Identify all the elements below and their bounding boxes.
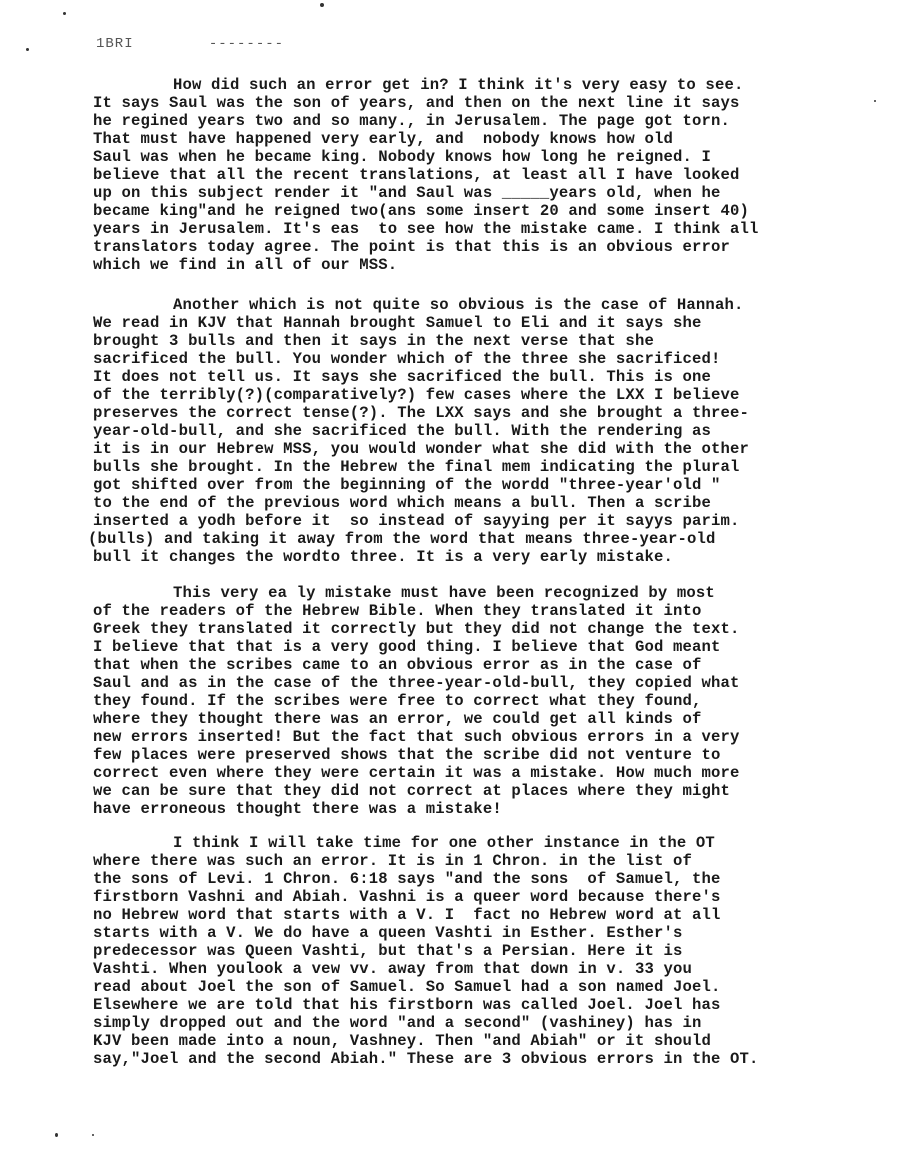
text-line: simply dropped out and the word "and a second" (vashiney) has in — [93, 1014, 702, 1032]
text-line: they found. If the scribes were free to correct what they found, — [93, 692, 702, 710]
text-line: year-old-bull, and she sacrificed the bull. With the rendering as — [93, 422, 712, 440]
text-line: read about Joel the son of Samuel. So Samuel had a son named Joel. — [93, 978, 721, 996]
text-line: Vashti. When youlook a vew vv. away from that down in v. 33 you — [93, 960, 692, 978]
header-fragment-left: 1BRI — [96, 36, 134, 52]
text-line: starts with a V. We do have a queen Vashti in Esther. Esther's — [93, 924, 683, 942]
text-line: the sons of Levi. 1 Chron. 6:18 says "and the sons of Samuel, the — [93, 870, 721, 888]
speck-mark — [320, 3, 324, 7]
text-line: no Hebrew word that starts with a V. I fact no Hebrew word at all — [93, 906, 721, 924]
text-line: brought 3 bulls and then it says in the next verse that she — [93, 332, 654, 350]
text-line: which we find in all of our MSS. — [93, 256, 398, 274]
text-line: translators today agree. The point is that this is an obvious error — [93, 238, 731, 256]
text-line: up on this subject render it "and Saul was _____years old, when he — [93, 184, 721, 202]
text-line: firstborn Vashni and Abiah. Vashni is a queer word because there's — [93, 888, 721, 906]
text-line: new errors inserted! But the fact that such obvious errors in a very — [93, 728, 740, 746]
text-line: predecessor was Queen Vashti, but that's a Persian. Here it is — [93, 942, 683, 960]
speck-mark — [92, 1134, 94, 1136]
text-line: I believe that that is a very good thing. I believe that God meant — [93, 638, 721, 656]
text-line: where they thought there was an error, we could get all kinds of — [93, 710, 702, 728]
text-line: have erroneous thought there was a mistake! — [93, 800, 502, 818]
text-line: Greek they translated it correctly but they did not change the text. — [93, 620, 740, 638]
text-line: It says Saul was the son of years, and then on the next line it says — [93, 94, 740, 112]
text-line: Saul and as in the case of the three-year-old-bull, they copied what — [93, 674, 740, 692]
speck-mark — [63, 12, 66, 15]
text-line: he regined years two and so many., in Jerusalem. The page got torn. — [93, 112, 731, 130]
text-line: Saul was when he became king. Nobody knows how long he reigned. I — [93, 148, 712, 166]
text-line: few places were preserved shows that the scribe did not venture to — [93, 746, 721, 764]
text-line: believe that all the recent translations, at least all I have looked — [93, 166, 740, 184]
header-fragment-right: -------- — [208, 36, 285, 52]
text-line: It does not tell us. It says she sacrificed the bull. This is one — [93, 368, 712, 386]
text-line: Elsewhere we are told that his firstborn was called Joel. Joel has — [93, 996, 721, 1014]
text-line: that when the scribes came to an obvious error as in the case of — [93, 656, 702, 674]
text-line: years in Jerusalem. It's eas to see how the mistake came. I think all — [93, 220, 759, 238]
text-line: preserves the correct tense(?). The LXX says and she brought a three- — [93, 404, 750, 422]
text-line: (bulls) and taking it away from the word that means three-year-old — [88, 530, 716, 548]
text-line: inserted a yodh before it so instead of sayying per it sayys parim. — [93, 512, 740, 530]
text-line: to the end of the previous word which means a bull. Then a scribe — [93, 494, 712, 512]
text-line: bulls she brought. In the Hebrew the final mem indicating the plural — [93, 458, 740, 476]
text-line: That must have happened very early, and nobody knows how old — [93, 130, 673, 148]
text-line: We read in KJV that Hannah brought Samuel to Eli and it says she — [93, 314, 702, 332]
speck-mark — [26, 48, 29, 51]
text-line: How did such an error get in? I think it's very easy to see. — [173, 76, 744, 94]
text-line: say,"Joel and the second Abiah." These are 3 obvious errors in the OT. — [93, 1050, 759, 1068]
text-line: of the terribly(?)(comparatively?) few cases where the LXX I believe — [93, 386, 740, 404]
text-line: we can be sure that they did not correct at places where they might — [93, 782, 731, 800]
text-line: it is in our Hebrew MSS, you would wonder what she did with the other — [93, 440, 750, 458]
text-line: correct even where they were certain it was a mistake. How much more — [93, 764, 740, 782]
text-line: where there was such an error. It is in 1 Chron. in the list of — [93, 852, 692, 870]
text-line: KJV been made into a noun, Vashney. Then "and Abiah" or it should — [93, 1032, 712, 1050]
cropped-header-fragment — [96, 36, 284, 52]
text-line: of the readers of the Hebrew Bible. When they translated it into — [93, 602, 702, 620]
text-line: became king"and he reigned two(ans some insert 20 and some insert 40) — [93, 202, 750, 220]
speck-mark — [874, 100, 876, 102]
speck-mark — [55, 1133, 58, 1137]
text-line: got shifted over from the beginning of the wordd "three-year'old " — [93, 476, 721, 494]
text-line: sacrificed the bull. You wonder which of the three she sacrificed! — [93, 350, 721, 368]
text-line: This very ea ly mistake must have been recognized by most — [173, 584, 715, 602]
text-line: bull it changes the wordto three. It is a very early mistake. — [93, 548, 673, 566]
text-line: I think I will take time for one other instance in the OT — [173, 834, 715, 852]
text-line: Another which is not quite so obvious is the case of Hannah. — [173, 296, 744, 314]
